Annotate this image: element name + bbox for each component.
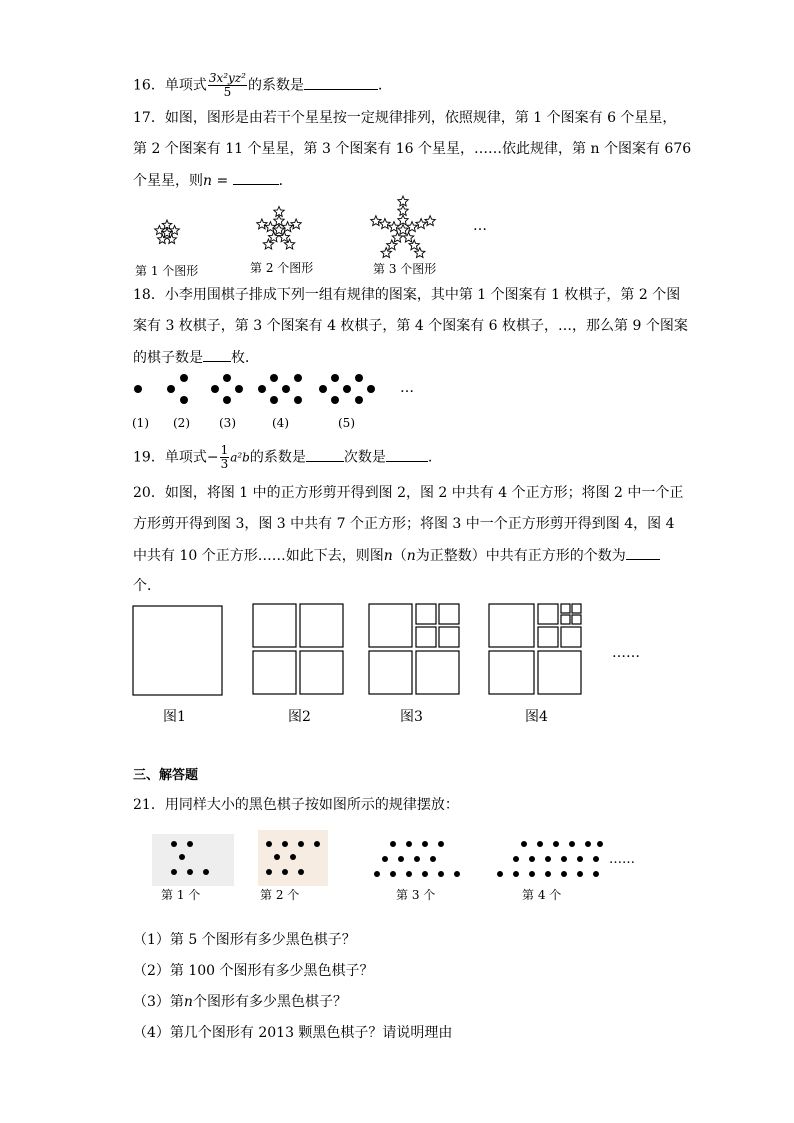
q18-label-1: (1) [132,416,149,430]
q20-square-figures [0,603,794,703]
star-icon [425,216,435,226]
q19-prefix: 19．单项式 [133,449,207,466]
q21-sub-3 [133,992,347,1012]
q17-ellipsis: … [473,218,487,234]
q21-sub-4: （4）第几个图形有 2013 颗黑色棋子？请说明理由 [133,1025,453,1041]
q21-sub3-b: 个图形有多少黑色棋子？ [192,994,347,1010]
q21-sub-1: （1）第 5 个图形有多少黑色棋子？ [133,932,356,948]
q18-line-2: 案有 3 枚棋子，第 3 个图案有 4 枚棋子，第 4 个图案有 6 枚棋子，…，那么第 9 个图案 [133,318,688,334]
q20-var-n2: n [406,548,416,564]
q18-label-4: (4) [272,416,289,430]
star-icon [371,216,381,226]
star-icon [398,215,408,225]
q19-sign: − [206,449,219,466]
q16-prefix: 16．单项式 [133,77,207,94]
star-icon [170,226,180,235]
q20-line3-text-c: 为正整数）中共有正方形的个数为 [415,548,626,564]
q18-dot-figures [0,372,794,412]
q17-line3-text: 个星星，则 [133,173,203,189]
star-icon [162,220,172,229]
q17-end: ． [278,173,293,189]
star-icon [389,222,400,232]
q19-end: . [427,449,433,466]
q17-line-2: 第 2 个图案有 11 个星星，第 3 个图案有 16 个星星，……依此规律，第 n 个图案有 676 [133,141,692,157]
q16-suffix: 的系数是 [247,77,304,94]
q18-line-3 [133,347,259,368]
section-title: 三、解答题 [133,768,199,783]
q18-line3-end: 枚． [231,350,259,366]
q17-caption-2: 第 2 个图形 [250,261,314,275]
q19-frac-num: 1 [220,443,229,457]
q19-line [133,444,432,471]
q18-label-2: (2) [173,416,190,430]
q16-answer-blank[interactable] [304,75,378,90]
q16-end: ． [377,77,392,94]
q21-sub3-var: n [183,994,193,1010]
star-icon [398,206,408,216]
q19-mid: 的系数是 [249,449,306,466]
q19-degree-blank[interactable] [386,447,428,462]
q21-label-3: 第 3 个 [396,888,436,902]
star-figure-3 [371,196,436,258]
q18-ellipsis: … [400,380,414,396]
q20-line3-text-a: 中共有 10 个正方形……如此下去，则图 [133,548,384,564]
q18-label-5: (5) [338,416,355,430]
q20-label-4: 图4 [525,709,548,725]
q19-var: a²b [230,450,250,465]
q17-line-1: 17．如图，图形是由若干个星星按一定规律排列，依照规律，第 1 个图案有 6 个星星， [133,110,677,126]
star-icon [398,196,408,206]
q20-line-4: 个． [133,578,161,594]
q21-ellipsis: …… [609,852,635,867]
fig1-square [133,606,222,695]
q17-line-3 [133,170,293,191]
q19-mid2: 次数是 [343,449,386,466]
q20-line-3 [133,545,660,566]
q20-line-1: 20．如图，将图 1 中的正方形剪开得到图 2，图 2 中共有 4 个正方形；将图 2 中一个正 [133,485,684,501]
q21-label-4: 第 4 个 [522,888,562,902]
q21-label-1: 第 1 个 [161,888,201,902]
q21-sub3-a: （3）第 [133,994,184,1010]
q20-label-1: 图1 [163,709,186,725]
q19-fraction [220,444,230,471]
q17-var-n: n [203,173,213,189]
q19-frac-den: 3 [220,457,229,471]
q20-line3-paren: （ [392,548,407,564]
star-icon [407,222,418,232]
q18-answer-blank[interactable] [203,347,231,362]
q20-line-2: 方形剪开得到图 3，图 3 中共有 7 个正方形；将图 3 中一个正方形剪开得到图 4，图 4 [133,516,675,532]
q18-line3-text: 的棋子数是 [133,350,203,366]
q21-sub-2: （2）第 100 个图形有多少黑色棋子？ [133,963,374,979]
q19-coef-blank[interactable] [306,447,344,462]
star-figure-2 [257,207,302,250]
star-icon [257,219,267,229]
star-figure-1 [155,220,180,244]
q20-label-3: 图3 [400,709,423,725]
star-icon [291,219,301,229]
q17-answer-blank[interactable] [233,170,279,185]
q17-caption-3: 第 3 个图形 [373,262,437,276]
q20-var-n: n [383,548,393,564]
star-icon [398,225,408,235]
star-icon [274,207,284,217]
q20-answer-blank[interactable] [626,545,660,560]
q18-label-3: (3) [219,416,236,430]
q21-label-2: 第 2 个 [260,888,300,902]
q16-frac-den: 5 [223,85,232,99]
q16-fraction [208,72,247,99]
q18-line-1: 18．小李用围棋子排成下列一组有规律的图案，其中第 1 个图案有 1 枚棋子，第 2 个图 [133,287,681,303]
star-icon [155,226,165,235]
q16-line [133,72,392,99]
q21-line-1: 21．用同样大小的黑色棋子按如图所示的规律摆放： [133,797,459,813]
q17-equals: = [212,173,233,189]
star-icon [380,219,391,229]
q20-ellipsis: …… [612,645,640,661]
q20-label-2: 图2 [288,709,311,725]
star-icon [416,219,427,229]
q21-dot-figures [0,830,794,890]
q16-frac-num: 3x²yz² [208,71,246,85]
q17-caption-1: 第 1 个图形 [135,264,199,278]
